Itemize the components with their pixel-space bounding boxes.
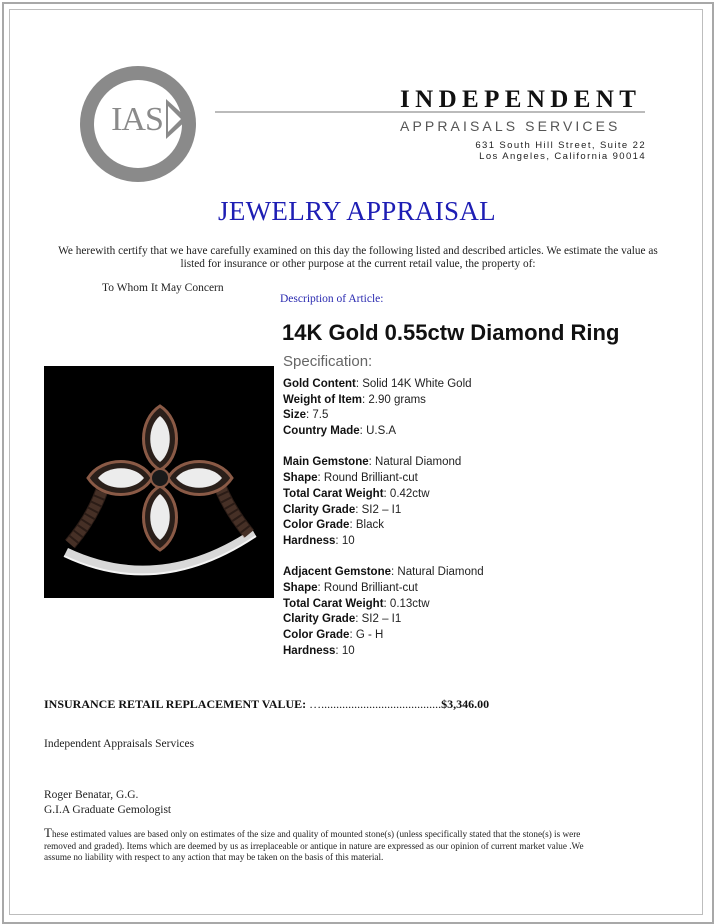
logo-ring-text: Appraisal [108, 145, 168, 167]
adjacent-gemstone-line: Clarity Grade: SI2 – I1 [283, 613, 402, 626]
address-line-1: 631 South Hill Street, Suite 22 [475, 140, 646, 151]
certification-text: We herewith certify that we have carefully examined on this day the following listed and described articles. We estimate the value as listed for insurance or other purpose at the current retail value, the property of: [58, 245, 658, 270]
spec-line: Weight of Item: 2.90 grams [283, 393, 426, 406]
disclaimer-initial: T [44, 825, 52, 840]
logo-monogram: IAS [111, 101, 163, 138]
spec-line: Size: 7.5 [283, 409, 329, 422]
adjacent-gemstone-line: Shape: Round Brilliant-cut [283, 581, 418, 594]
recipient: To Whom It May Concern [102, 282, 224, 294]
signature-name: Roger Benatar, G.G. [44, 789, 139, 801]
adjacent-gemstone-line: Adjacent Gemstone: Natural Diamond [283, 566, 484, 579]
disclaimer-text: hese estimated values are based only on estimates of the size and quality of mounted stone(s) (unless specifically stated that the stone(s) is were removed and graded). Items which are deemed by us as irreplaceable or antique in nature are expressed as our opinion of current market value .We assume no liability with respect to any action that may be taken on the basis of this material. [44, 829, 584, 862]
header-rule [215, 111, 645, 113]
address-line-2: Los Angeles, California 90014 [479, 151, 646, 162]
signature-company: Independent Appraisals Services [44, 738, 195, 750]
main-gemstone-line: Clarity Grade: SI2 – I1 [283, 503, 402, 516]
spec-line: Gold Content: Solid 14K White Gold [283, 378, 472, 390]
insurance-value-label: INSURANCE RETAIL REPLACEMENT VALUE: [44, 697, 307, 711]
specification-list [283, 377, 583, 659]
disclaimer [44, 827, 604, 864]
main-gemstone-line: Hardness: 10 [283, 534, 355, 547]
article-name: 14K Gold 0.55ctw Diamond Ring [282, 320, 620, 345]
signature-title: G.I.A Graduate Gemologist [44, 804, 172, 816]
main-gemstone-line: Total Carat Weight: 0.42ctw [283, 487, 430, 500]
specification-heading: Specification: [283, 353, 373, 370]
main-gemstone-line: Main Gemstone: Natural Diamond [283, 456, 462, 469]
ring-photo [44, 366, 274, 598]
insurance-value-amount: $3,346.00 [441, 697, 490, 711]
adjacent-gemstone-line: Total Carat Weight: 0.13ctw [283, 597, 430, 610]
main-gemstone-line: Shape: Round Brilliant-cut [283, 472, 418, 485]
insurance-value [44, 697, 489, 712]
document-title: JEWELRY APPRAISAL [218, 196, 496, 226]
description-label: Description of Article: [280, 293, 384, 305]
adjacent-gemstone-line: Color Grade: G - H [283, 629, 384, 641]
ias-logo [78, 64, 198, 184]
adjacent-gemstone-line: Hardness: 10 [283, 644, 355, 657]
main-gemstone-line: Color Grade: Black [283, 519, 384, 532]
company-subtitle: APPRAISALS SERVICES [400, 118, 621, 134]
company-name: INDEPENDENT [400, 86, 642, 113]
insurance-value-leader: …........................................ [309, 697, 442, 711]
spec-line: Country Made: U.S.A [283, 425, 397, 438]
